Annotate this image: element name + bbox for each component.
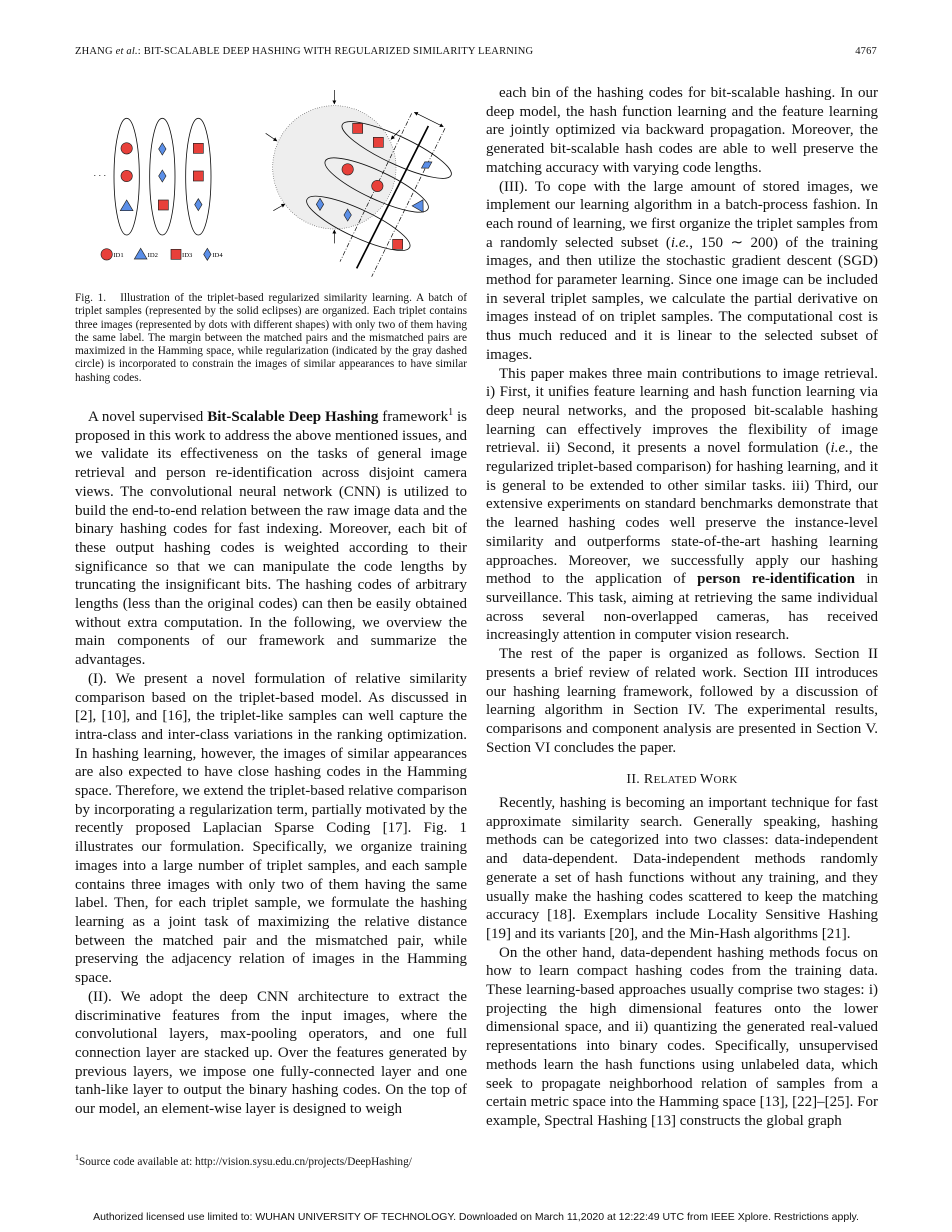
- text-run: (III). To cope with the large amount of stored images, we implement our learning algorithm in a batch-process fashion. In each round of learning, we first organize the triplet samples from a randomly selected subset (: [486, 178, 878, 251]
- page-number: 4767: [855, 46, 877, 57]
- ellipsis: · · ·: [93, 170, 107, 181]
- text-run: , the regularized triplet-based comparison) for hashing learning, and it is general to be extended to other similar tasks. iii) Third, our extensive experiments on standard benchmarks demonstrate that the learned hashing codes well preserve the instance-level similarity and outperforms state-of-the-art hashing learning approaches. Moreover, we successfully apply our hashing method to the application of: [486, 440, 878, 588]
- footnote-text: Source code available at: http://vision.sysu.edu.cn/projects/DeepHashing/: [79, 1155, 412, 1168]
- paragraph: [486, 944, 878, 1131]
- caption-text: Illustration of the triplet-based regularized similarity learning. A batch of triplet samples (represented by the solid eclipses) are organized. Each triplet contains three images (represented by dots with different shapes) with only two of them having the same label. The margin between the matched pairs and the mismatched pairs are maximized in the Hamming space, while regularization (indicated by the gray dashed circle) is incorporated to constrain the images of similar appearances to have similar hashing codes.: [75, 292, 467, 384]
- text-run: framework: [378, 409, 449, 425]
- paragraph: [486, 365, 878, 646]
- header-title: : BIT-SCALABLE DEEP HASHING WITH REGULARIZED SIMILARITY LEARNING: [137, 46, 534, 57]
- legend: [101, 248, 223, 260]
- bold-term: person re-identification: [697, 571, 855, 588]
- header-etal: et al.: [115, 46, 138, 57]
- footnote-ref: 1: [448, 407, 454, 418]
- text-run: (I). We present a novel formulation of relative similarity comparison based on the triplet-based model. As discussed in [2], [10], and [16], the triplet-like samples can well capture the intra-class and inter-class variations in the ranking optimization. In hashing learning, however, the images of similar appearances are also expected to have close hashing codes in the Hamming space. Therefore, we extend the triplet-based relative comparison by incorporating a regularization term, partially motivated by the recently proposed Laplacian Sparse Coding [17]. Fig. 1 illustrates our formulation. Specifically, we organize training images into a large number of triplet samples, and each sample contains three images with only two of them having the same label. Then, for each triplet sample, we formulate the hashing learning as a joint task of maximizing the relative distance between the matched pair and the mismatched pair, while preserving the adjacency relation of images in the Hamming space.: [75, 670, 467, 987]
- triplet-batch: [93, 118, 211, 235]
- text-run: (II). We adopt the deep CNN architecture to extract the discriminative features from the input images, where the convolutional layers, max-pooling operators, and one full connection layer are stacked up. Over the features generated by previous layers, we impose one fully-connected layer and one tanh-like layer to output the binary hashing codes. On the top of our model, an element-wise layer is designed to weigh: [75, 988, 467, 1118]
- right-column-body: [486, 84, 878, 1131]
- legend-id2: ID2: [147, 252, 159, 259]
- paragraph: [75, 670, 467, 988]
- legend-id3: ID3: [182, 252, 193, 259]
- text-run: each bin of the hashing codes for bit-scalable hashing. In our deep model, the hash function learning and the feature learning are jointly optimized via backward propagation. Moreover, the generated bit-scalable hash codes are able to well preserve the matching accuracy with varying code lengths.: [486, 85, 878, 176]
- left-column-body: [75, 404, 467, 1119]
- text-run: A novel supervised: [88, 409, 208, 425]
- footnote-mark: 1: [75, 1153, 79, 1162]
- header-authors: ZHANG: [75, 46, 116, 57]
- text-run: i.e.: [830, 440, 849, 457]
- footnote: [75, 1153, 475, 1168]
- hamming-space-diagram: [266, 90, 457, 277]
- paragraph: [486, 84, 878, 178]
- paragraph: [75, 988, 467, 1119]
- paragraph: [486, 178, 878, 365]
- legend-id4: ID4: [212, 252, 223, 259]
- text-run: The rest of the paper is organized as follows. Section II presents a brief review of related work. Section III introduces our hashing learning framework, followed by a discussion of learning algorithm in Section IV. The experimental results, comparisons and component analysis are presented in Section V. Section VI concludes the paper.: [486, 646, 878, 756]
- text-run: Recently, hashing is becoming an important technique for fast approximate similarity search. Generally speaking, hashing methods can be categorized into two classes: data-independent and data-dependent. Data-independent methods randomly generate a set of hash functions without any training, and they usually make the hashing codes scattered to keep the matching accuracy [18]. Exemplars include Locality Sensitive Hashing [19] and its variants [20], and the Min-Hash algorithms [21].: [486, 795, 878, 942]
- text-run: i.e.: [670, 234, 690, 251]
- text-run: is proposed in this work to address the above mentioned issues, and we validate its effectiveness on the tasks of general image retrieval and person re-identification across disjoint camera views. The convolutional neural network (CNN) is utilized to build the end-to-end relation between the raw image data and the binary hashing codes for fast indexing. Moreover, each bit of these output hashing codes is weighted according to their significance so that we can manipulate the code lengths by truncating the insignificant bits. The hashing codes of arbitrary lengths (less than the original codes) can then be easily obtained without extra computation. In the following, we overview the main components of our framework and summarize the advantages.: [75, 409, 468, 669]
- figure-1-illustration: [75, 80, 475, 280]
- figure-caption: [75, 292, 467, 385]
- section-heading-related-work: II. RELATED WORK: [626, 772, 738, 788]
- running-header: [75, 46, 533, 57]
- paragraph: [75, 404, 467, 670]
- text-run: This paper makes three main contributions to image retrieval. i) First, it unifies feature learning and hash function learning via deep neural networks, and the proposed bit-scalable hashing learning can effectively improves the flexibility of image retrieval. ii) Second, it presents a novel formulation (: [486, 365, 878, 457]
- bold-term: Bit-Scalable Deep Hashing: [207, 409, 379, 425]
- caption-label: Fig. 1.: [75, 292, 107, 304]
- legend-id1: ID1: [113, 252, 124, 259]
- text-run: On the other hand, data-dependent hashing methods focus on how to learn compact hashing codes from the training data. These learning-based approaches usually comprise two stages: i) projecting the high dimensional features onto the lower dimensional space, and ii) quantizing the generated real-valued representations into binary codes. Specifically, unsupervised methods learn the hash functions using unlabeled data, which seek to propagate neighborhood relation of samples from a certain metric space into the Hamming space [13], [22]–[25]. For example, Spectral Hashing [13] constructs the global graph: [486, 944, 878, 1129]
- paragraph: [486, 645, 878, 757]
- text-run: in surveillance. This task, aiming at retrieving the same individual across several non-overlapped cameras, has received increasingly attention in computer vision research.: [486, 571, 879, 644]
- text-run: , 150 ∼ 200) of the training images, and then utilize the stochastic gradient descent (SGD) method for parameter learning. Since one image can be included in several triplet samples, we calculate the partial derivative on images instead of on triplet samples. The computational cost is thus much reduced and it is linear to the selected subset of images.: [486, 234, 878, 363]
- license-footer: Authorized licensed use limited to: WUHAN UNIVERSITY OF TECHNOLOGY. Downloaded on March 11,2020 at 12:22:49 UTC from IEEE Xplore. Restrictions apply.: [93, 1211, 859, 1223]
- paragraph: [486, 794, 878, 944]
